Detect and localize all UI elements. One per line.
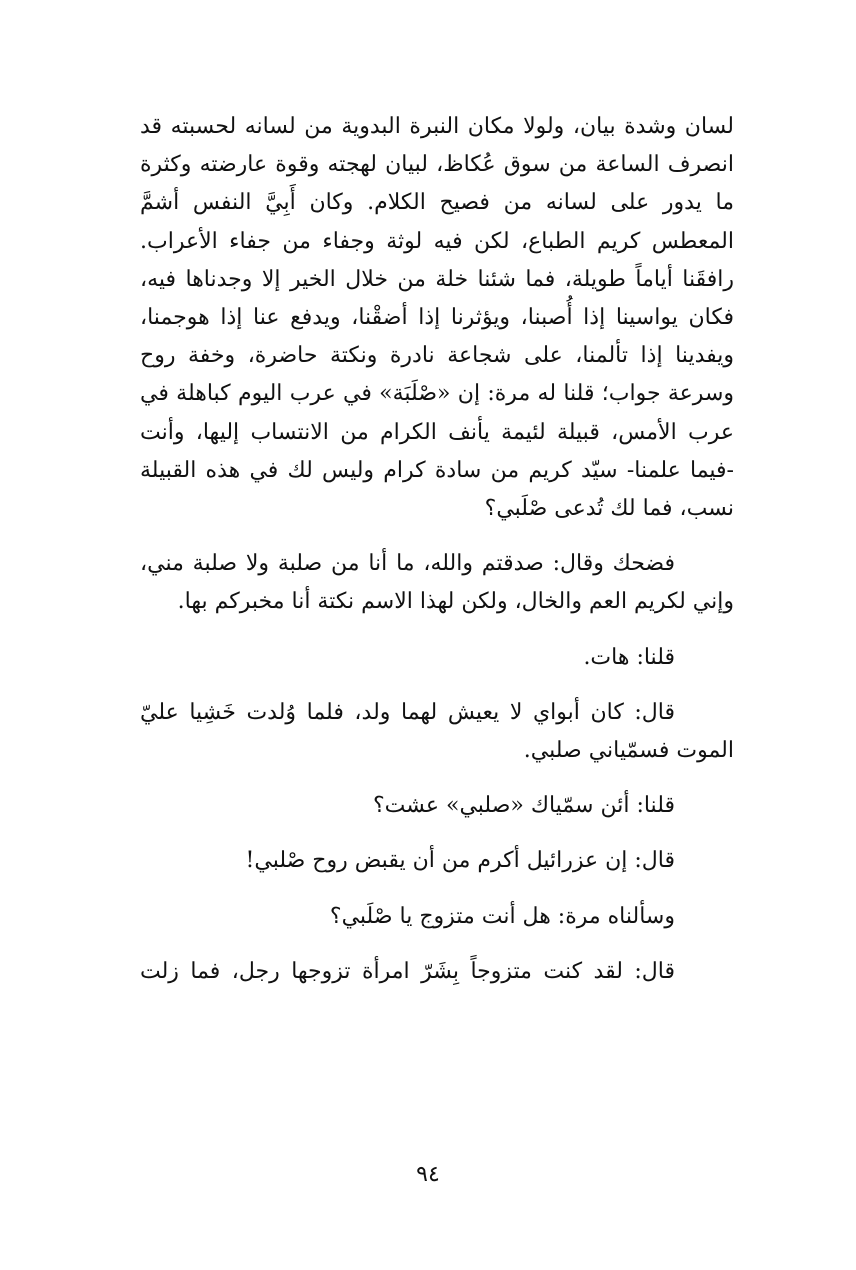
paragraph-8: قال: لقد كنت متزوجاً بِشَرّ امرأة تزوجها رجل، فما زلت <box>140 958 675 984</box>
body-text <box>140 108 734 1008</box>
paragraph-4: قال: كان أبواي لا يعيش لهما ولد، فلما وُلدت خَشِيا عليّ الموت فسمّياني صلبي. <box>140 699 734 764</box>
paragraph-3: قلنا: هات. <box>583 644 675 670</box>
paragraph-6: قال: إن عزرائيل أكرم من أن يقبض روح صْلبي! <box>245 848 675 874</box>
paragraph-7: وسألناه مرة: هل أنت متزوج يا صْلَبي؟ <box>329 903 675 929</box>
paragraph-1: لسان وشدة بيان، ولولا مكان النبرة البدوية من لسانه لحسبته قد انصرف الساعة من سوق عُكاظ، لبيان لهجته وقوة عارضته وكثرة ما يدور على لسانه من فصيح الكلام. وكان أَبِيَّ النفس أشمَّ المعطس كريم الطباع، لكن فيه لوثة وجفاء من جفاء الأعراب. رافقَنا أياماً طويلة، فما شئنا خلة من خلال الخير إلا وجدناها فيه، فكان يواسينا إذا أُصبنا، ويؤثرنا إذا أضقْنا، ويدفع عنا إذا هوجمنا، ويفدينا إذا تألمنا، على شجاعة نادرة ونكتة حاضرة، وخفة روح وسرعة جواب؛ قلنا له مرة: إن «صْلَبَة» في عرب اليوم كباهلة في عرب الأمس، قبيلة لئيمة يأنف الكرام من الانتساب إليها، وأنت -فيما علمنا- سيّد كريم من سادة كرام وليس لك في هذه القبيلة نسب، فما لك تُدعى صْلَبي؟ <box>140 114 734 522</box>
page-number: ٩٤ <box>416 1162 440 1187</box>
paragraph-2: فضحك وقال: صدقتم والله، ما أنا من صلبة ولا صلبة مني، وإني لكريم العم والخال، ولكن لهذا الاسم نكتة أنا مخبركم بها. <box>140 551 734 615</box>
paragraph-5: قلنا: أئن سمّياك «صلبي» عشت؟ <box>372 793 675 819</box>
